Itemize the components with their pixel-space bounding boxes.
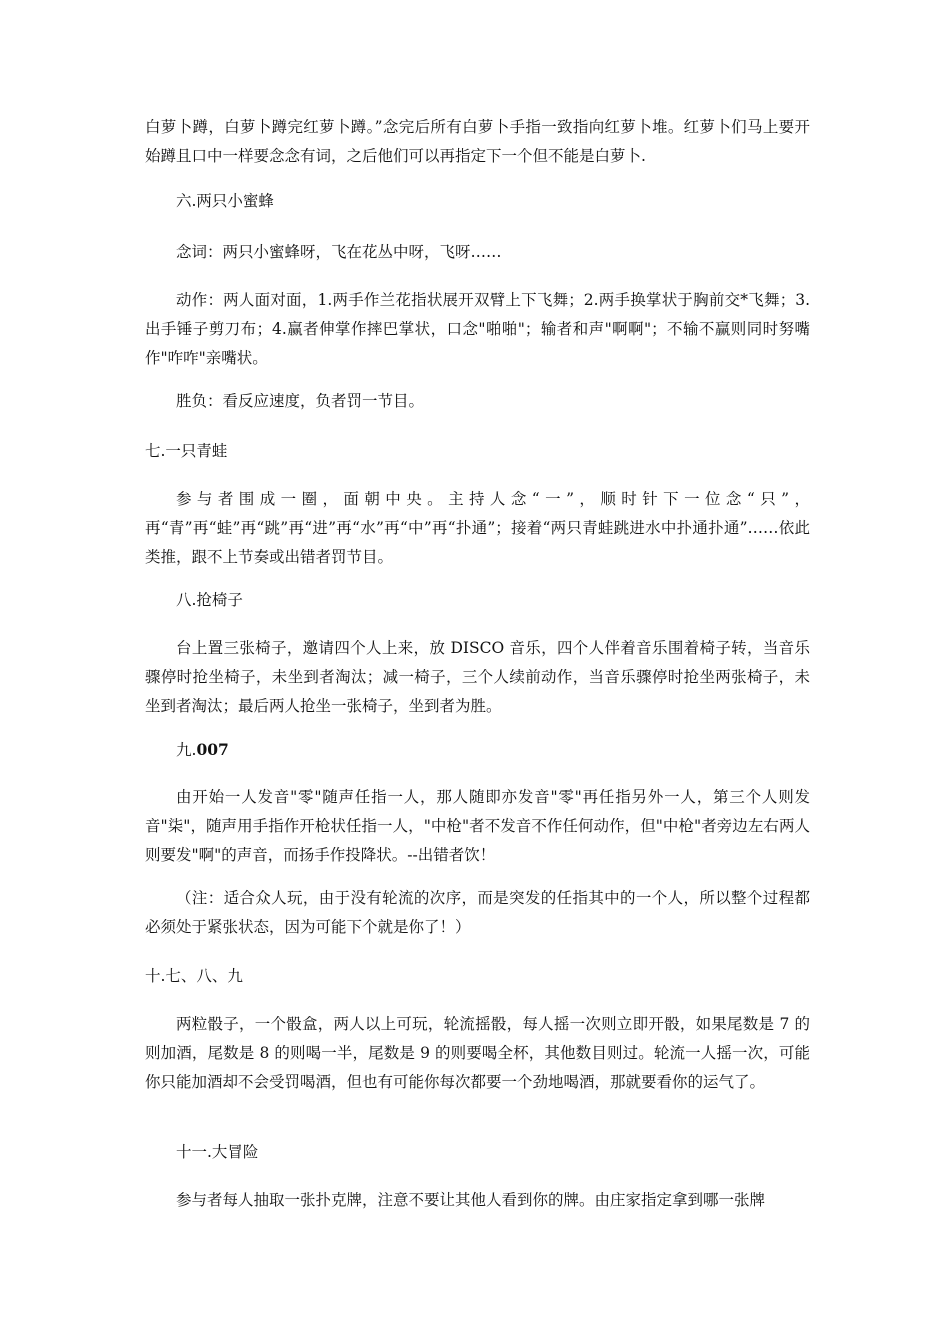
heading-007 bbox=[176, 735, 229, 765]
paragraph-seven-eight-nine: 两粒骰子，一个骰盒，两人以上可玩，轮流摇骰，每人摇一次则立即开骰，如果尾数是 7 的则加酒，尾数是 8 的则喝一半，尾数是 9 的则要喝全杯，其他数目则过。轮流一人摇一次，可能你只能加酒却不会受罚喝酒，但也有可能你每次都要一个劲地喝酒，那就要看你的运气了。 bbox=[145, 1015, 810, 1091]
paragraph-bees-words: 念词：两只小蜜蜂呀，飞在花丛中呀，飞呀…… bbox=[176, 243, 502, 261]
paragraph-radish-ending: 白萝卜蹲，白萝卜蹲完红萝卜蹲。”念完后所有白萝卜手指一致指向红萝卜堆。红萝卜们马上要开始蹲且口中一样要念念有词，之后他们可以再指定下一个但不能是白萝卜. bbox=[145, 118, 810, 165]
paragraph-big-adventure: 参与者每人抽取一张扑克牌，注意不要让其他人看到你的牌。由庄家指定拿到哪一张牌 bbox=[176, 1191, 766, 1209]
heading-007-prefix: 九. bbox=[176, 741, 197, 759]
heading-big-adventure: 十一.大冒险 bbox=[176, 1143, 259, 1161]
paragraph-007: 由开始一人发音"零"随声任指一人，那人随即亦发音"零"再任指另外一人，第三个人则发音"柒"，随声用手指作开枪状任指一人，"中枪"者不发音不作任何动作，但"中枪"者旁边左右两人则要发"啊"的声音，而扬手作投降状。--出错者饮！ bbox=[145, 788, 810, 864]
heading-two-little-bees: 六.两只小蜜蜂 bbox=[176, 192, 274, 210]
paragraph-one-frog: 参与者围成一圈，面朝中央。主持人念“一”，顺时针下一位念“只”，再“青”再“蛙”再“跳”再“进”再“水”再“中”再“扑通”；接着“两只青蛙跳进水中扑通扑通”……依此类推，跟不上节奏或出错者罚节目。 bbox=[145, 490, 810, 566]
paragraph-musical-chairs: 台上置三张椅子，邀请四个人上来，放 DISCO 音乐，四个人伴着音乐围着椅子转，当音乐骤停时抢坐椅子，未坐到者淘汰；减一椅子，三个人续前动作，当音乐骤停时抢坐两张椅子，未坐到者淘汰；最后两人抢坐一张椅子，坐到者为胜。 bbox=[145, 639, 810, 715]
heading-one-frog: 七.一只青蛙 bbox=[145, 442, 228, 460]
paragraph-007-note: （注：适合众人玩，由于没有轮流的次序，而是突发的任指其中的一个人，所以整个过程都必须处于紧张状态，因为可能下个就是你了！） bbox=[145, 889, 810, 936]
heading-seven-eight-nine: 十.七、八、九 bbox=[145, 967, 243, 985]
heading-musical-chairs: 八.抢椅子 bbox=[176, 591, 243, 609]
paragraph-bees-outcome: 胜负：看反应速度，负者罚一节目。 bbox=[176, 392, 425, 410]
heading-007-number: 007 bbox=[196, 740, 229, 759]
paragraph-bees-actions: 动作：两人面对面，1.两手作兰花指状展开双臂上下飞舞；2.两手换掌状于胸前交*飞舞；3.出手锤子剪刀布；4.赢者伸掌作摔巴掌状，口念"啪啪"；输者和声"啊啊"；不输不赢则同时努嘴作"咋咋"亲嘴状。 bbox=[145, 291, 810, 367]
